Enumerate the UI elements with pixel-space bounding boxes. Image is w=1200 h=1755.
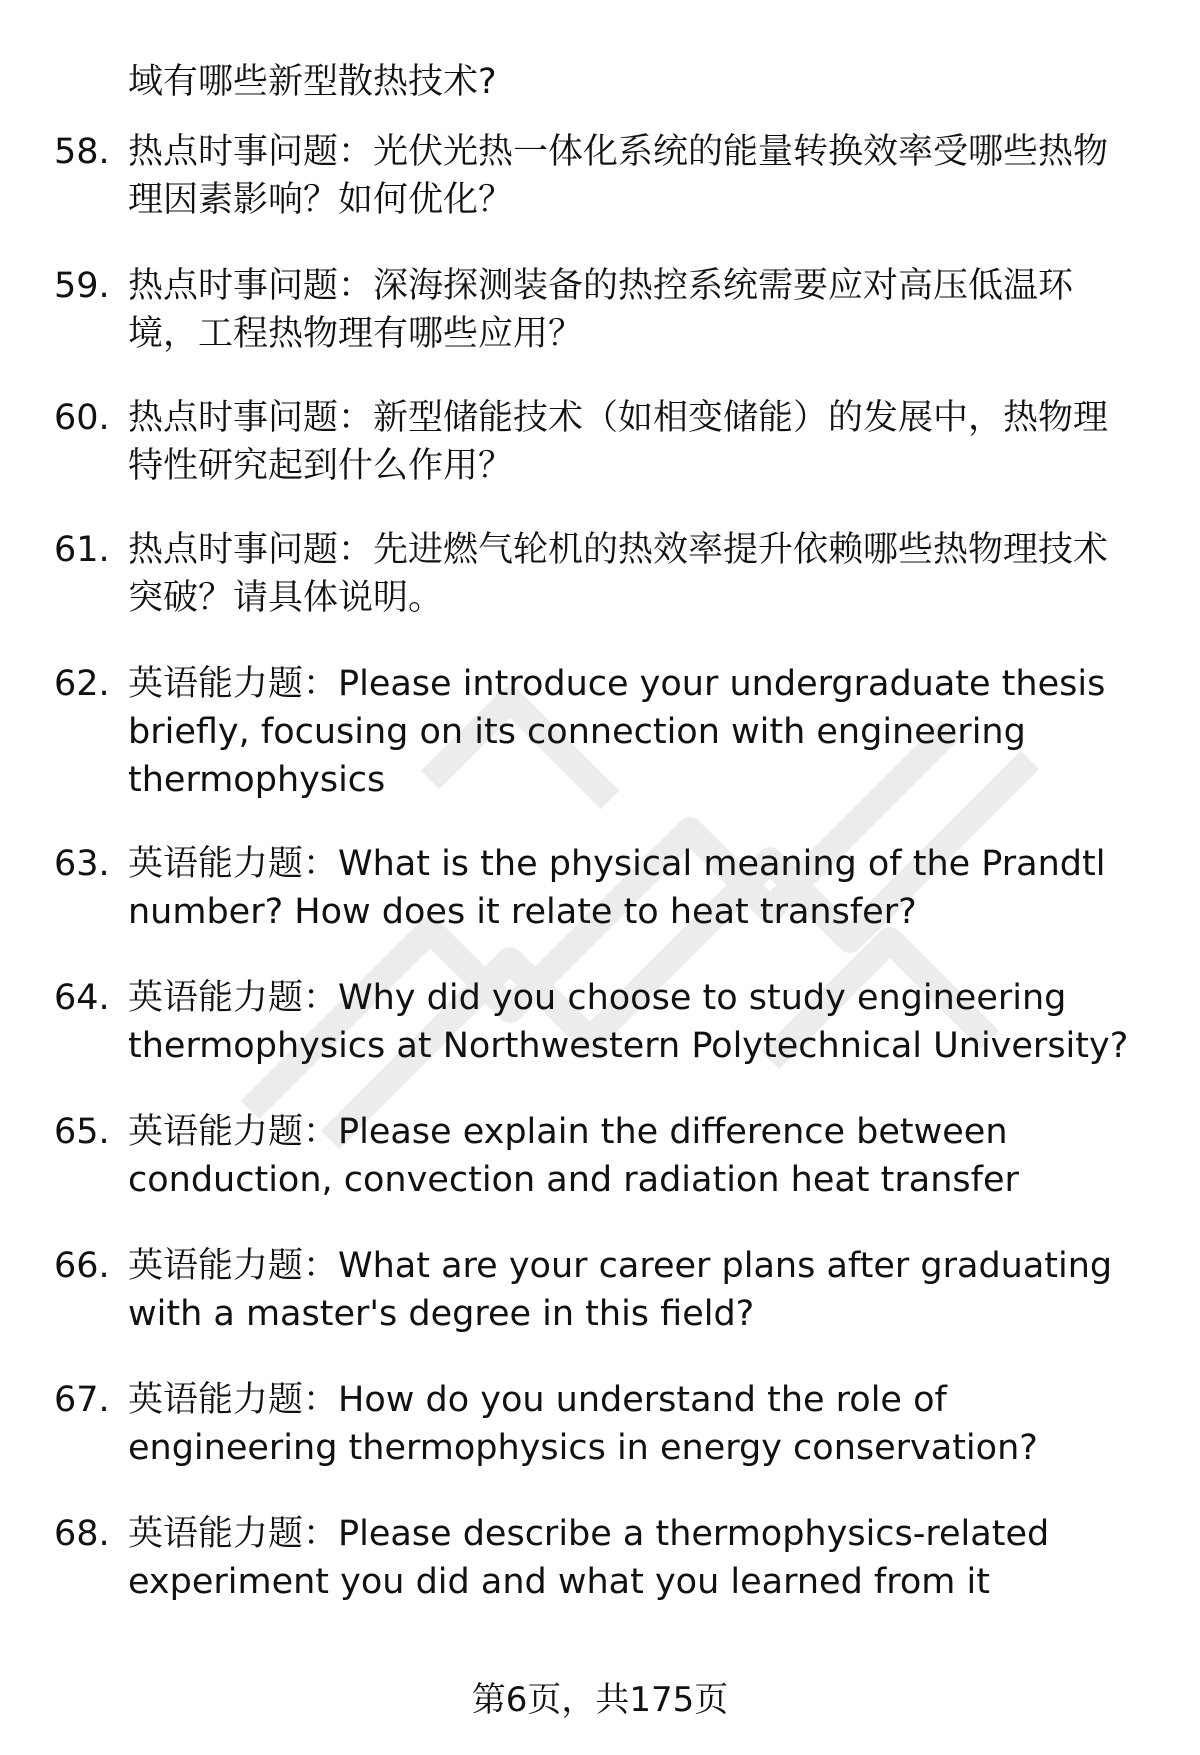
question-number: 65. (54, 1112, 110, 1152)
question-text: 热点时事问题：先进燃气轮机的热效率提升依赖哪些热物理技术突破？请具体说明。 (128, 530, 1109, 618)
question-text: 英语能力题：What is the physical meaning of the Prandtl number? How does it relate to heat transfer? (128, 844, 1106, 932)
question-number: 60. (54, 398, 110, 438)
question-text: 英语能力题：Please introduce your undergraduate thesis briefly, focusing on its connection with engineering thermophysics (128, 664, 1106, 800)
page-footer: 第6页，共175页 (471, 1680, 729, 1720)
question-text: 英语能力题：Why did you choose to study engineering thermophysics at Northwestern Polytechnical University? (128, 978, 1129, 1066)
question-text: 热点时事问题：光伏光热一体化系统的能量转换效率受哪些热物理因素影响？如何优化？ (128, 132, 1109, 220)
question-number: 59. (54, 266, 110, 306)
continued-question-text: 域有哪些新型散热技术? (128, 62, 497, 102)
question-number: 68. (54, 1514, 110, 1554)
question-number: 64. (54, 978, 110, 1018)
question-number: 66. (54, 1246, 110, 1286)
question-text: 英语能力题：What are your career plans after graduating with a master's degree in this field? (128, 1246, 1113, 1334)
question-number: 63. (54, 844, 110, 884)
question-number: 62. (54, 664, 110, 704)
question-text: 英语能力题：Please explain the difference between conduction, convection and radiation heat transfer (128, 1112, 1019, 1200)
question-text: 英语能力题：Please describe a thermophysics-related experiment you did and what you learned from it (128, 1514, 1050, 1602)
question-number: 58. (54, 132, 110, 172)
question-text: 热点时事问题：深海探测装备的热控系统需要应对高压低温环境，工程热物理有哪些应用？ (128, 266, 1074, 354)
question-number: 61. (54, 530, 110, 570)
question-text: 英语能力题：How do you understand the role of engineering thermophysics in energy conservation? (128, 1380, 1038, 1468)
question-number: 67. (54, 1380, 110, 1420)
question-text: 热点时事问题：新型储能技术（如相变储能）的发展中，热物理特性研究起到什么作用？ (128, 398, 1109, 486)
